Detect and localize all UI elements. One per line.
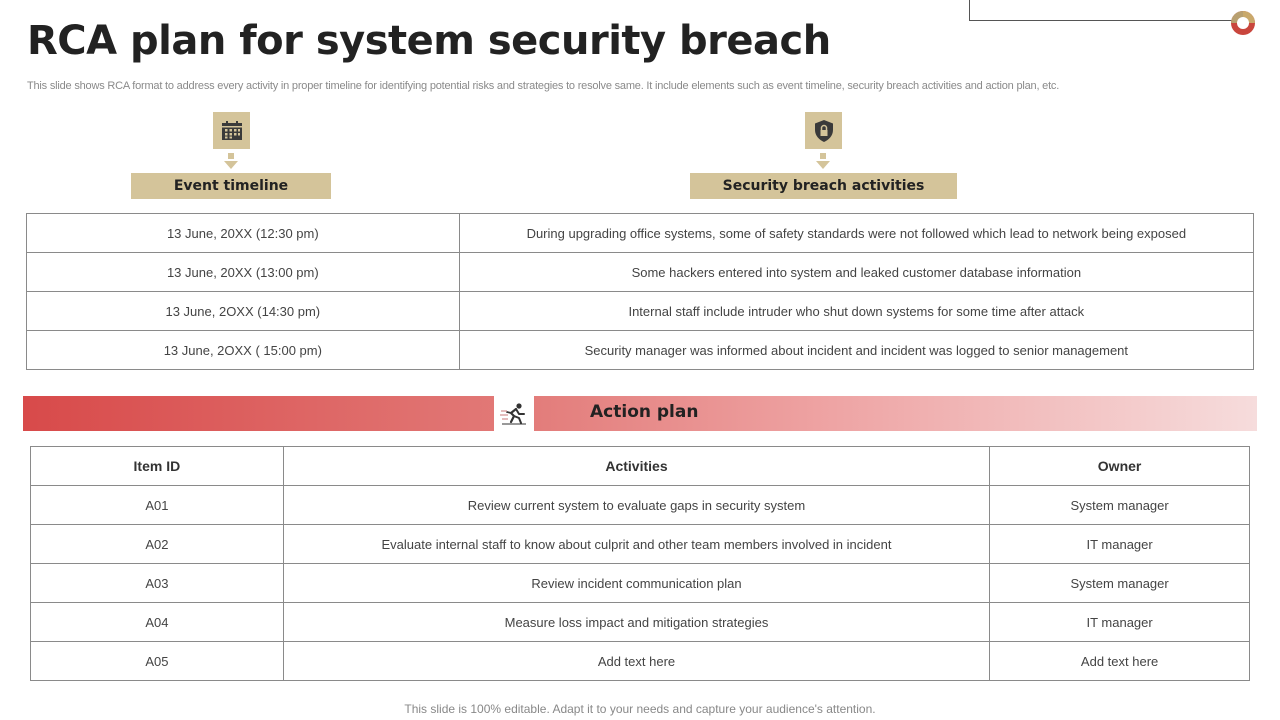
owner-cell: IT manager	[990, 603, 1250, 642]
event-activity-cell: During upgrading office systems, some of safety standards were not followed which lead to network being exposed	[459, 214, 1253, 253]
security-activities-icon-box	[805, 112, 842, 149]
event-timeline-icon-box	[213, 112, 250, 149]
owner-cell: System manager	[990, 486, 1250, 525]
table-row	[31, 642, 1250, 681]
page-subtitle: This slide shows RCA format to address every activity in proper timeline for identifying potential risks and strategies to resolve same. It include elements such as event timeline, security breach activities and action plan, etc.	[27, 80, 1060, 92]
activity-cell: Measure loss impact and mitigation strategies	[283, 603, 989, 642]
table-row	[27, 292, 1254, 331]
event-date-cell: 13 June, 20XX (12:30 pm)	[27, 214, 460, 253]
page-title: RCA plan for system security breach	[27, 18, 831, 64]
activity-cell: Review current system to evaluate gaps in security system	[283, 486, 989, 525]
item-id-cell: A05	[31, 642, 284, 681]
table-row	[27, 331, 1254, 370]
item-id-cell: A04	[31, 603, 284, 642]
activity-cell: Review incident communication plan	[283, 564, 989, 603]
owner-cell[interactable]: Add text here	[990, 642, 1250, 681]
event-activity-cell: Some hackers entered into system and leaked customer database information	[459, 253, 1253, 292]
security-activities-label: Security breach activities	[690, 173, 957, 199]
corner-badge-icon	[1230, 10, 1256, 36]
owner-cell: IT manager	[990, 525, 1250, 564]
shield-lock-icon	[813, 119, 835, 143]
action-plan-title: Action plan	[590, 402, 699, 422]
event-date-cell: 13 June, 2OXX (14:30 pm)	[27, 292, 460, 331]
action-plan-table	[30, 446, 1250, 681]
table-header-row	[31, 447, 1250, 486]
event-connector-dot	[228, 153, 234, 159]
item-id-cell: A02	[31, 525, 284, 564]
activity-cell: Evaluate internal staff to know about culprit and other team members involved in incident	[283, 525, 989, 564]
table-row	[31, 564, 1250, 603]
item-id-cell: A03	[31, 564, 284, 603]
table-row	[27, 253, 1254, 292]
header-owner: Owner	[990, 447, 1250, 486]
activity-cell[interactable]: Add text here	[283, 642, 989, 681]
running-person-icon	[499, 402, 529, 426]
header-activities: Activities	[283, 447, 989, 486]
activities-connector-arrow	[816, 161, 830, 169]
table-row	[27, 214, 1254, 253]
event-activity-cell: Internal staff include intruder who shut down systems for some time after attack	[459, 292, 1253, 331]
owner-cell: System manager	[990, 564, 1250, 603]
action-plan-icon-box	[494, 396, 534, 431]
footer-note: This slide is 100% editable. Adapt it to your needs and capture your audience's attention.	[404, 702, 876, 716]
event-connector-arrow	[224, 161, 238, 169]
table-row	[31, 486, 1250, 525]
activities-connector-dot	[820, 153, 826, 159]
event-date-cell: 13 June, 20XX (13:00 pm)	[27, 253, 460, 292]
table-row	[31, 603, 1250, 642]
table-row	[31, 525, 1250, 564]
item-id-cell: A01	[31, 486, 284, 525]
event-timeline-table	[26, 213, 1254, 370]
event-date-cell: 13 June, 2OXX ( 15:00 pm)	[27, 331, 460, 370]
corner-frame-line	[969, 0, 1239, 21]
calendar-icon	[221, 120, 243, 142]
header-item-id: Item ID	[31, 447, 284, 486]
event-activity-cell: Security manager was informed about incident and incident was logged to senior management	[459, 331, 1253, 370]
event-timeline-label: Event timeline	[131, 173, 331, 199]
